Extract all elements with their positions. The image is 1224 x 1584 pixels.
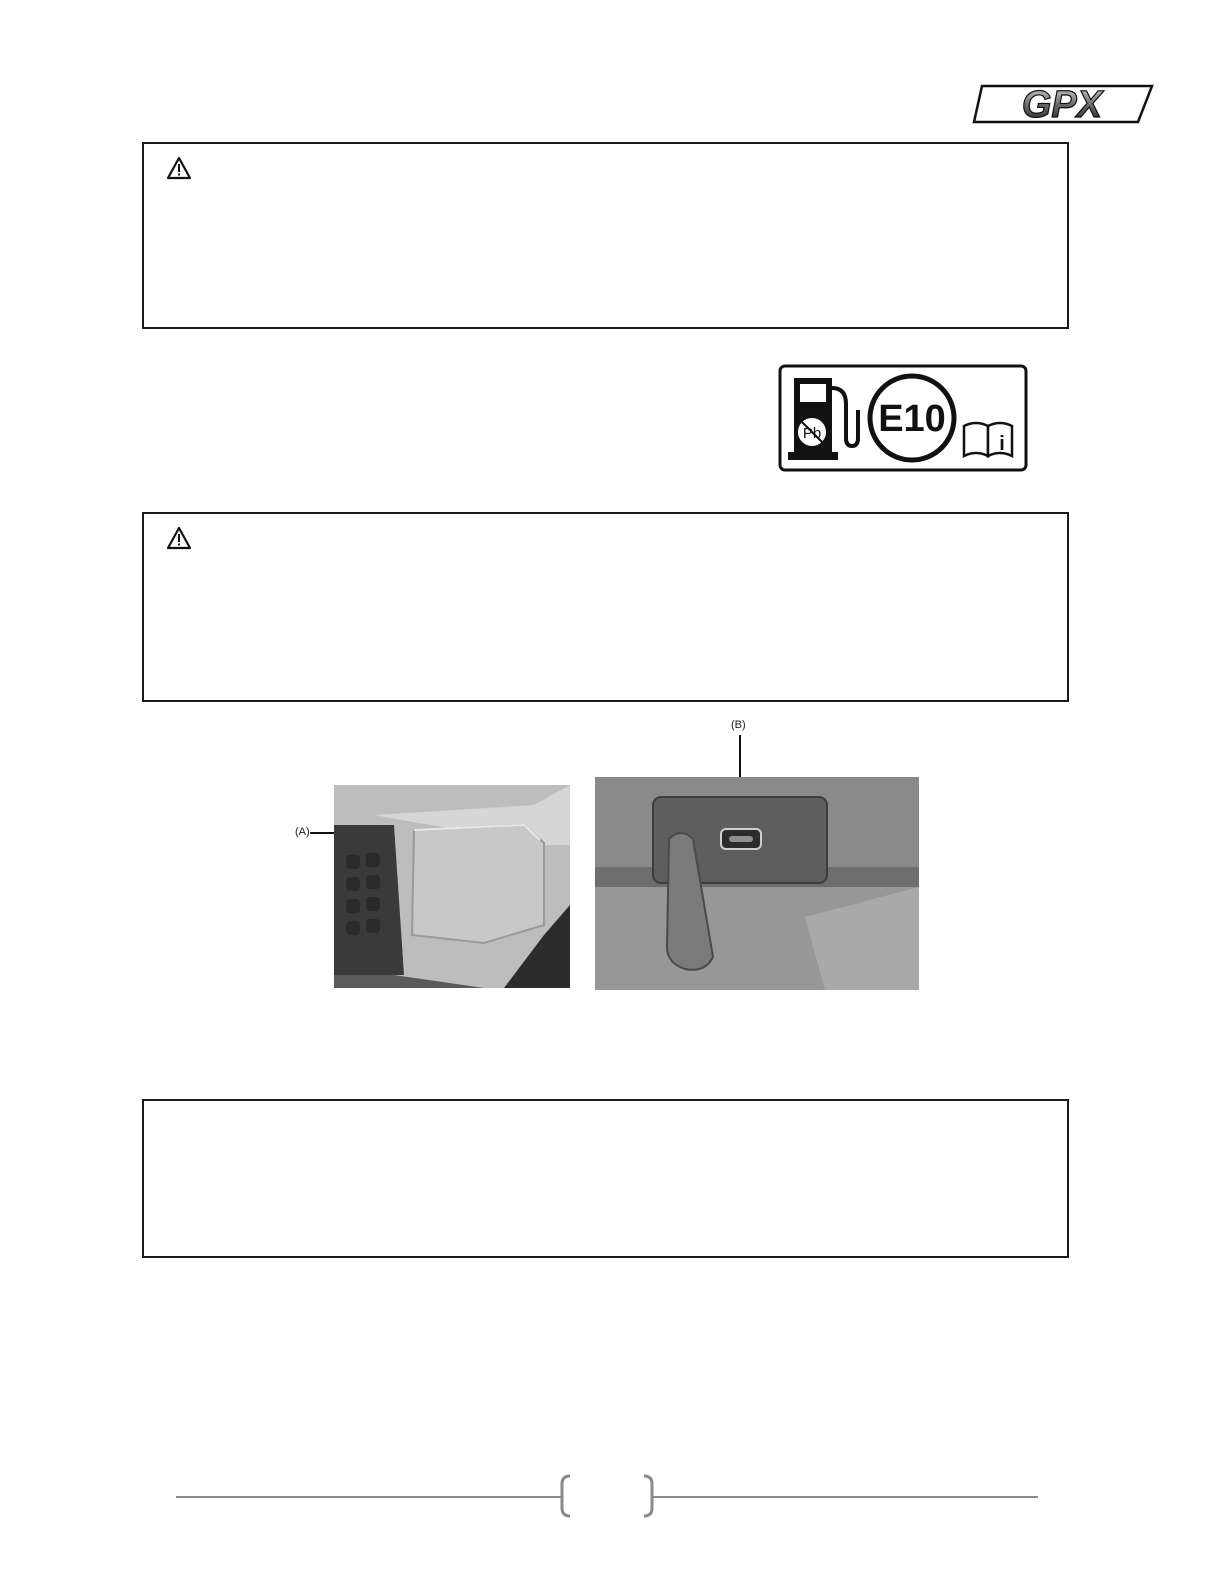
svg-text:i: i [999, 433, 1005, 455]
footer-line-left [176, 1496, 562, 1498]
page-number-bracket [556, 1474, 658, 1518]
warning-triangle-icon [166, 526, 192, 550]
manual-info-icon [964, 423, 1012, 456]
brand-logo [972, 82, 1156, 126]
callout-b-label: (B) [731, 719, 746, 731]
svg-text:Pb: Pb [802, 425, 822, 442]
svg-text:GPX: GPX [1021, 84, 1103, 126]
warning-box-1 [142, 142, 1069, 329]
warning-box-2 [142, 512, 1069, 702]
usb-port-photo [595, 777, 919, 990]
footer-line-right [652, 1496, 1038, 1498]
warning-triangle-icon [166, 156, 192, 180]
fuel-label-sticker [778, 364, 1028, 472]
svg-text:E10: E10 [878, 398, 946, 440]
note-box [142, 1099, 1069, 1258]
callout-a-label: (A) [295, 826, 310, 838]
compartment-lid-photo [334, 785, 570, 988]
